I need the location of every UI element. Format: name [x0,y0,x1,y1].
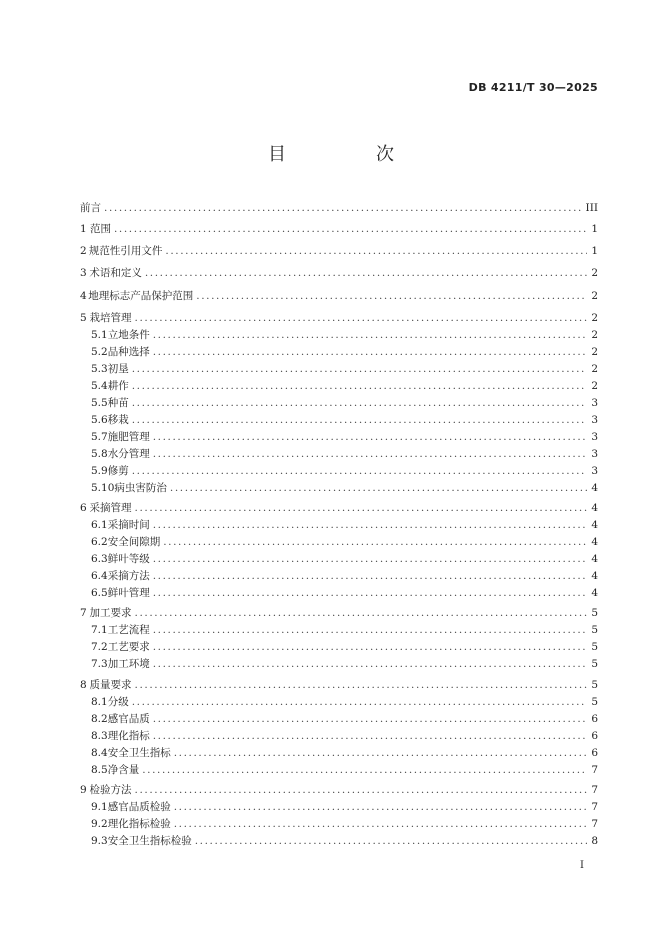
toc-entry-number: 4 [80,290,87,302]
toc-leader-dots [153,585,587,602]
toc-leader-dots [132,378,587,395]
toc-entry-page: 3 [591,431,598,443]
toc-leader-dots [153,327,587,344]
toc-entry-page: 2 [591,267,598,279]
toc-leader-dots [135,677,587,694]
toc-entry-number: 6.1 [91,519,108,531]
toc-entry-page: 8 [591,835,598,847]
toc-leader-dots [153,568,587,585]
toc-leader-dots [153,344,587,361]
toc-entry-number: 7.3 [91,658,108,670]
toc-entry-number: 5.7 [91,431,108,443]
toc-leader-dots [135,310,587,327]
toc-entry-label: 施肥管理 [107,431,150,443]
toc-entry-label: 范围 [89,223,111,235]
toc-subentry[interactable] [91,378,598,395]
toc-entry-page: 4 [591,482,598,494]
toc-entry-page: 5 [591,696,598,708]
toc-entry[interactable] [80,677,598,694]
toc-leader-dots [142,762,587,779]
toc-entry[interactable] [80,221,598,238]
toc-entry-label: 感官品质检验 [107,801,171,813]
toc-entry-label: 立地条件 [107,329,150,341]
toc-subentry[interactable] [91,344,598,361]
toc-entry-number: 2 [80,245,87,257]
toc-leader-dots [132,361,587,378]
toc-leader-dots [132,463,587,480]
toc-entry-number: 5.4 [91,380,108,392]
toc-leader-dots [174,816,587,833]
toc-entry-number: 9.1 [91,801,108,813]
toc-entry[interactable] [80,782,598,799]
toc-subentry[interactable] [91,429,598,446]
toc-entry-label: 采摘方法 [107,570,150,582]
toc-subentry[interactable] [91,656,598,673]
toc-entry-page: 3 [591,448,598,460]
toc-entry-label: 安全卫生指标 [107,747,171,759]
toc-entry-label: 分级 [107,696,129,708]
toc-entry-number: 5.2 [91,346,108,358]
toc-leader-dots [153,517,587,534]
toc-entry-page: 1 [591,245,598,257]
toc-entry-number: 5.1 [91,329,108,341]
toc-entry-number: 5.10 [91,482,115,494]
toc-entry-number: 8.4 [91,747,108,759]
toc-subentry[interactable] [91,711,598,728]
toc-leader-dots [174,799,587,816]
toc-subentry[interactable] [91,694,598,711]
toc-entry-number: 7.2 [91,641,108,653]
toc-entry-number: 9 [80,784,87,796]
toc-entry-number: 8.1 [91,696,108,708]
toc-entry-number: 8.5 [91,764,108,776]
toc-leader-dots [132,412,587,429]
toc-entry-page: 6 [591,713,598,725]
toc-subentry[interactable] [91,327,598,344]
toc-leader-dots [145,265,587,282]
toc-entry-number: 6.3 [91,553,108,565]
toc-entry[interactable] [80,605,598,622]
toc-entry-page: 3 [591,397,598,409]
toc-entry-number: 5.8 [91,448,108,460]
toc-entry-label: 地理标志产品保护范围 [88,290,194,302]
toc-entry-label: 感官品质 [107,713,150,725]
toc-subentry[interactable] [91,585,598,602]
toc-entry-number: 1 [80,223,87,235]
toc-entry-number: 9.3 [91,835,108,847]
toc-entry-label: 修剪 [107,465,129,477]
toc-leader-dots [104,200,583,217]
toc-leader-dots [174,745,587,762]
toc-entry-number: 5.3 [91,363,108,375]
toc-subentry[interactable] [91,639,598,656]
toc-subentry[interactable] [91,728,598,745]
toc-leader-dots [114,221,587,238]
toc-entry-page: 3 [591,465,598,477]
toc-entry-number: 6.4 [91,570,108,582]
toc-entry-page: 6 [591,747,598,759]
toc-leader-dots [153,711,587,728]
toc-entry-label: 工艺要求 [107,641,150,653]
toc-entry-page: 2 [591,329,598,341]
toc-entry-number: 8.3 [91,730,108,742]
toc-leader-dots [163,534,587,551]
toc-leader-dots [153,551,587,568]
toc-subentry[interactable] [91,412,598,429]
toc-entry-label: 规范性引用文件 [88,245,163,257]
toc-leader-dots [153,446,587,463]
toc-entry-page: 7 [591,764,598,776]
document-code: DB 4211/T 30—2025 [468,81,598,94]
toc-leader-dots [135,605,587,622]
toc-subentry[interactable] [91,622,598,639]
toc-leader-dots [153,639,587,656]
toc-subentry[interactable] [91,551,598,568]
toc-entry[interactable] [80,288,598,305]
toc-entry-number: 7 [80,607,87,619]
toc-entry-page: 4 [591,502,598,514]
toc-title: 目 次 [268,144,430,165]
toc-entry-page: 4 [591,587,598,599]
toc-entry-number: 8.2 [91,713,108,725]
toc-entry-page: 7 [591,818,598,830]
toc-entry-label: 栽培管理 [89,312,132,324]
toc-entry-page: 2 [591,380,598,392]
toc-entry-number: 8 [80,679,87,691]
toc-entry-label: 加工要求 [89,607,132,619]
toc-entry-page: 2 [591,346,598,358]
toc-subentry[interactable] [91,745,598,762]
toc-entry-label: 采摘时间 [107,519,150,531]
toc-leader-dots [153,622,587,639]
toc-subentry[interactable] [91,833,598,850]
toc-leader-dots [195,833,587,850]
toc-entry-page: 1 [591,223,598,235]
toc-leader-dots [135,500,587,517]
toc-entry-number: 6 [80,502,87,514]
toc-leader-dots [196,288,587,305]
toc-entry-label: 理化指标检验 [107,818,171,830]
toc-entry-number: 5 [80,312,87,324]
toc-entry-label: 种苗 [107,397,129,409]
toc-entry-page: 5 [591,607,598,619]
toc-entry-page: 5 [591,641,598,653]
toc-entry-page: III [585,202,598,214]
toc-entry-label: 检验方法 [89,784,132,796]
toc-entry-label: 移栽 [107,414,129,426]
toc-entry-page: 7 [591,801,598,813]
toc-entry-page: 2 [591,312,598,324]
toc-entry-page: 4 [591,553,598,565]
toc-leader-dots [170,480,587,497]
toc-entry-page: 5 [591,679,598,691]
toc-subentry[interactable] [91,480,598,497]
toc-subentry[interactable] [91,762,598,779]
toc-entry[interactable] [80,310,598,327]
toc-entry-page: 4 [591,519,598,531]
toc-subentry[interactable] [91,361,598,378]
toc-leader-dots [132,694,587,711]
toc-entry[interactable] [80,200,598,217]
toc-entry-number: 6.5 [91,587,108,599]
toc-entry[interactable] [80,500,598,517]
page-number: I [580,860,584,871]
toc-entry-number: 3 [80,267,87,279]
toc-entry[interactable] [80,265,598,282]
toc-entry-label: 加工环境 [107,658,150,670]
toc-subentry[interactable] [91,799,598,816]
toc-entry-number: 5.9 [91,465,108,477]
toc-entry-label: 工艺流程 [107,624,150,636]
toc-entry-label: 采摘管理 [89,502,132,514]
toc-entry-page: 5 [591,658,598,670]
toc-entry-page: 3 [591,414,598,426]
toc-subentry[interactable] [91,568,598,585]
toc-entry-number: 5.6 [91,414,108,426]
toc-entry-label: 病虫害防治 [114,482,167,494]
toc-entry-label: 理化指标 [107,730,150,742]
toc-entry[interactable] [80,243,598,260]
toc-leader-dots [153,429,587,446]
toc-entry-label: 品种选择 [107,346,150,358]
toc-entry-label: 鲜叶等级 [107,553,150,565]
toc-subentry[interactable] [91,816,598,833]
toc-entry-page: 2 [591,290,598,302]
toc-subentry[interactable] [91,446,598,463]
toc-entry-label: 耕作 [107,380,129,392]
toc-subentry[interactable] [91,517,598,534]
toc-leader-dots [153,728,587,745]
toc-leader-dots [153,656,587,673]
toc-leader-dots [165,243,587,260]
toc-subentry[interactable] [91,534,598,551]
toc-entry-number: 5.5 [91,397,108,409]
toc-entry-label: 术语和定义 [89,267,142,279]
toc-entry-number: 9.2 [91,818,108,830]
toc-entry-label: 安全卫生指标检验 [107,835,192,847]
toc-entry-number: 6.2 [91,536,108,548]
toc-leader-dots [132,395,587,412]
toc-entry-page: 6 [591,730,598,742]
toc-entry-page: 4 [591,570,598,582]
toc-entry-page: 7 [591,784,598,796]
toc-entry-label: 安全间隙期 [107,536,161,548]
toc-entry-page: 5 [591,624,598,636]
toc-entry-page: 2 [591,363,598,375]
toc-entry-label: 鲜叶管理 [107,587,150,599]
toc-entry-number: 7.1 [91,624,108,636]
toc-entry-label: 水分管理 [107,448,150,460]
toc-subentry[interactable] [91,395,598,412]
toc-subentry[interactable] [91,463,598,480]
toc-entry-label: 前言 [80,202,101,214]
toc-entry-page: 4 [591,536,598,548]
toc-entry-label: 质量要求 [89,679,132,691]
toc-leader-dots [135,782,587,799]
toc-entry-label: 净含量 [107,764,140,776]
toc-entry-label: 初垦 [107,363,129,375]
